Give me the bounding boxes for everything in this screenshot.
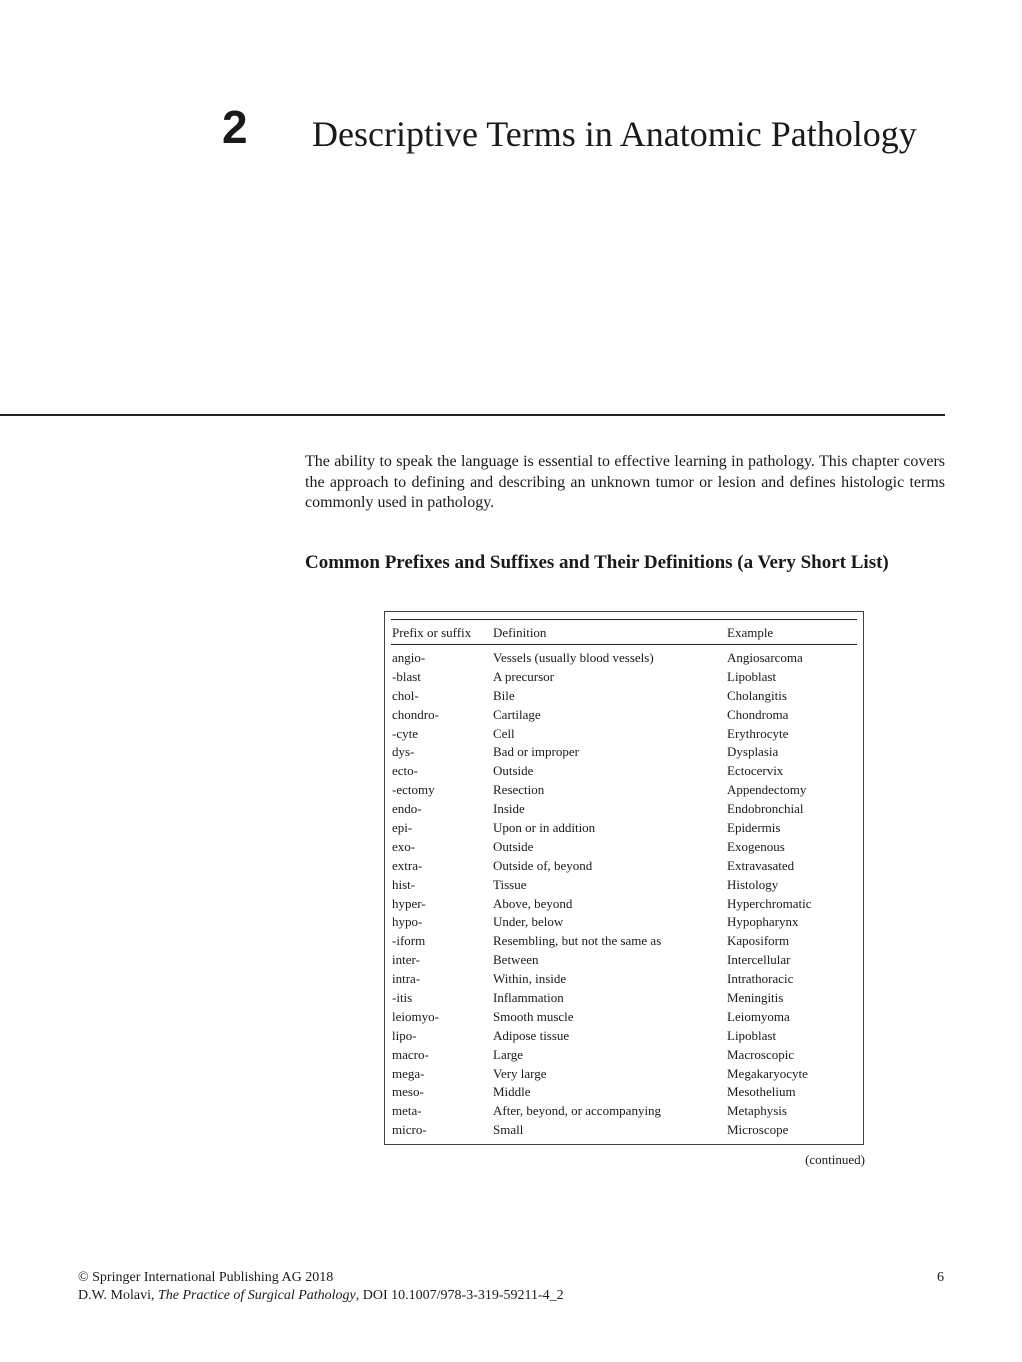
cell-example: Megakaryocyte [727, 1065, 808, 1081]
cell-example: Chondroma [727, 706, 789, 722]
cell-prefix: -cyte [392, 725, 418, 741]
citation-author: D.W. Molavi, [78, 1288, 158, 1303]
table-row [385, 1027, 863, 1046]
cell-prefix: -iform [392, 933, 426, 949]
cell-definition: Between [493, 952, 539, 968]
footer-citation [78, 1288, 564, 1304]
cell-example: Extravasated [727, 857, 795, 873]
table-header-row [385, 624, 863, 642]
cell-prefix: micro- [392, 1122, 427, 1138]
cell-example: Epidermis [727, 820, 781, 836]
table-row [385, 762, 863, 781]
cell-definition: Inflammation [493, 990, 564, 1006]
cell-definition: Smooth muscle [493, 1008, 574, 1024]
cell-definition: Very large [493, 1065, 547, 1081]
cell-prefix: intra- [392, 971, 421, 987]
table-row [385, 743, 863, 762]
footer-copyright: © Springer International Publishing AG 2018 [78, 1270, 334, 1285]
cell-example: Erythrocyte [727, 725, 789, 741]
cell-prefix: lipo- [392, 1027, 417, 1043]
cell-definition: Inside [493, 801, 525, 817]
cell-prefix: -itis [392, 990, 413, 1006]
cell-example: Angiosarcoma [727, 650, 803, 665]
cell-example: Microscope [727, 1122, 789, 1138]
table-row [385, 970, 863, 989]
cell-definition: Middle [493, 1084, 531, 1100]
cell-example: Lipoblast [727, 1027, 777, 1043]
page-number: 6 [937, 1270, 944, 1285]
cell-prefix: ecto- [392, 763, 418, 779]
table-row [385, 668, 863, 687]
cell-example: Kaposiform [727, 933, 790, 949]
continued-note: (continued) [805, 1152, 865, 1167]
citation-book-title: The Practice of Surgical Pathology [157, 1288, 356, 1303]
chapter-number: 2 [222, 101, 248, 153]
table-row [385, 1102, 863, 1121]
table-row [385, 687, 863, 706]
cell-example: Intercellular [727, 952, 791, 968]
cell-definition: Vessels (usually blood vessels) [493, 650, 654, 665]
cell-prefix: mega- [392, 1065, 425, 1081]
table-header-example: Example [727, 625, 774, 640]
cell-definition: Cartilage [493, 706, 541, 722]
cell-definition: Under, below [493, 914, 564, 930]
table-row [385, 781, 863, 800]
intro-paragraph: The ability to speak the language is essential to effective learning in pathology. This chapter covers the approach to defining and describing an unknown tumor or lesion and defines histologic terms commonly used in pathology. [305, 453, 945, 511]
cell-definition: Adipose tissue [493, 1027, 570, 1043]
cell-example: Metaphysis [727, 1103, 787, 1119]
table-header-prefix: Prefix or suffix [392, 625, 472, 640]
cell-prefix: angio- [392, 650, 426, 665]
cell-example: Lipoblast [727, 668, 777, 684]
cell-example: Hypopharynx [727, 914, 799, 930]
citation-doi: , DOI 10.1007/978-3-319-59211-4_2 [355, 1288, 564, 1303]
table-row [385, 895, 863, 914]
cell-example: Macroscopic [727, 1046, 795, 1062]
cell-prefix: chol- [392, 687, 419, 703]
cell-definition: Tissue [493, 876, 527, 892]
cell-definition: Cell [493, 725, 515, 741]
table-row [385, 951, 863, 970]
table-row [385, 989, 863, 1008]
cell-prefix: chondro- [392, 706, 439, 722]
cell-definition: Bad or improper [493, 744, 579, 760]
table-row [385, 932, 863, 951]
cell-definition: Resection [493, 782, 545, 798]
cell-example: Leiomyoma [727, 1008, 790, 1024]
cell-definition: Above, beyond [493, 895, 573, 911]
cell-prefix: hyper- [392, 895, 426, 911]
table-row [385, 838, 863, 857]
cell-example: Appendectomy [727, 782, 807, 798]
cell-definition: Outside of, beyond [493, 857, 593, 873]
cell-definition: Within, inside [493, 971, 567, 987]
table-row [385, 857, 863, 876]
cell-definition: Bile [493, 687, 515, 703]
cell-example: Ectocervix [727, 763, 784, 779]
cell-prefix: hypo- [392, 914, 423, 930]
terms-table [384, 611, 864, 1145]
cell-example: Meningitis [727, 990, 784, 1006]
table-row [385, 1121, 863, 1140]
cell-definition: Outside [493, 838, 534, 854]
cell-example: Cholangitis [727, 687, 787, 703]
chapter-divider [0, 414, 945, 416]
cell-definition: A precursor [493, 668, 555, 684]
cell-prefix: macro- [392, 1046, 429, 1062]
table-top-rule [391, 619, 857, 620]
cell-prefix: endo- [392, 801, 422, 817]
cell-definition: After, beyond, or accompanying [493, 1103, 662, 1119]
cell-prefix: inter- [392, 952, 420, 968]
table-row [385, 649, 863, 668]
table-row [385, 1065, 863, 1084]
cell-example: Mesothelium [727, 1084, 796, 1100]
cell-prefix: -blast [392, 668, 421, 684]
cell-prefix: extra- [392, 857, 423, 873]
cell-example: Exogenous [727, 838, 785, 854]
table-header-definition: Definition [493, 625, 547, 640]
cell-definition: Upon or in addition [493, 820, 596, 836]
cell-example: Hyperchromatic [727, 895, 812, 911]
table-row [385, 1083, 863, 1102]
cell-prefix: leiomyo- [392, 1008, 439, 1024]
table-row [385, 1008, 863, 1027]
cell-definition: Resembling, but not the same as [493, 933, 662, 949]
cell-example: Histology [727, 876, 779, 892]
cell-prefix: epi- [392, 820, 413, 836]
table-row [385, 819, 863, 838]
table-row [385, 913, 863, 932]
cell-example: Endobronchial [727, 801, 804, 817]
cell-prefix: meta- [392, 1103, 422, 1119]
table-row [385, 876, 863, 895]
cell-prefix: -ectomy [392, 782, 435, 798]
table-row [385, 800, 863, 819]
cell-example: Intrathoracic [727, 971, 794, 987]
cell-prefix: dys- [392, 744, 415, 760]
cell-definition: Outside [493, 763, 534, 779]
table-row [385, 725, 863, 744]
cell-definition: Large [493, 1046, 524, 1062]
cell-prefix: hist- [392, 876, 416, 892]
section-heading: Common Prefixes and Suffixes and Their Definitions (a Very Short List) [305, 552, 889, 573]
cell-prefix: exo- [392, 838, 416, 854]
table-row [385, 706, 863, 725]
table-header-rule [391, 644, 857, 645]
cell-definition: Small [493, 1122, 524, 1138]
chapter-title: Descriptive Terms in Anatomic Pathology [312, 114, 917, 154]
table-body [385, 649, 863, 1140]
cell-prefix: meso- [392, 1084, 424, 1100]
cell-example: Dysplasia [727, 744, 779, 760]
table-row [385, 1046, 863, 1065]
